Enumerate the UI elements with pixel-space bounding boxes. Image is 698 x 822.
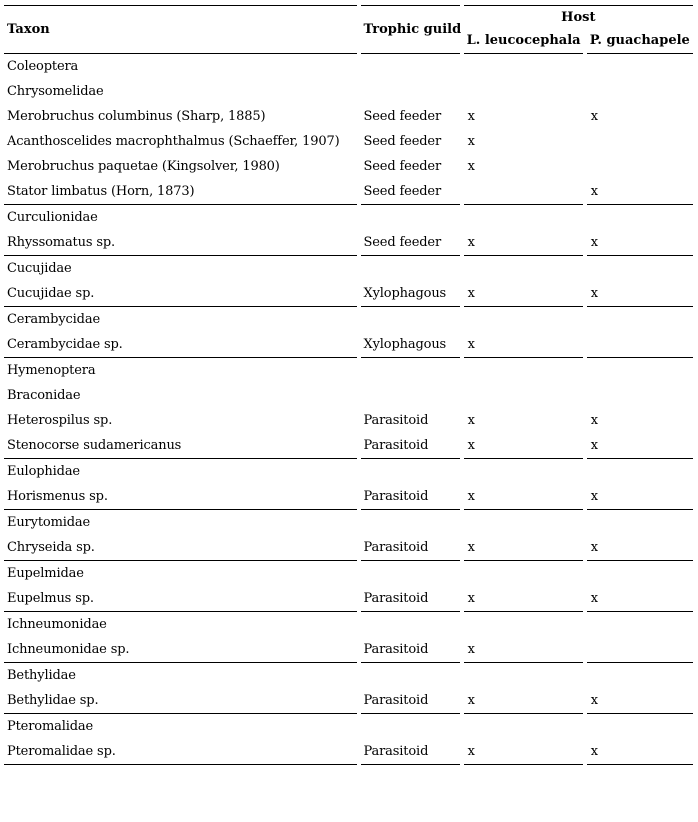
cell-host-leucocephala [464, 612, 583, 637]
cell-taxon: Chryseida sp. [4, 535, 357, 561]
cell-host-leucocephala: x [464, 586, 583, 612]
cell-host-leucocephala: x [467, 108, 475, 124]
cell-host-guachapele [587, 637, 693, 663]
cell-taxon: Pteromalidae [7, 718, 94, 734]
cell-host-guachapele: x [587, 179, 693, 205]
cell-host-leucocephala [464, 358, 583, 383]
cell-taxon: Heterospilus sp. [7, 412, 113, 428]
cell-host-guachapele: x [587, 484, 693, 510]
cell-host-leucocephala [464, 714, 583, 739]
cell-host-guachapele [587, 383, 693, 408]
cell-trophic-guild: Parasitoid [361, 484, 460, 510]
table-row [4, 332, 693, 358]
cell-host-leucocephala [464, 256, 583, 281]
cell-host-guachapele: x [587, 688, 693, 714]
cell-host-guachapele: x [587, 433, 693, 459]
cell-host-leucocephala [464, 459, 583, 484]
table-row [4, 358, 693, 383]
cell-taxon: Hymenoptera [7, 362, 96, 378]
cell-host-guachapele: x [587, 586, 693, 612]
cell-trophic-guild: Seed feeder [363, 108, 442, 124]
cell-host-guachapele [587, 358, 693, 383]
table-row [4, 154, 693, 179]
cell-trophic-guild: Parasitoid [361, 433, 460, 459]
cell-host-leucocephala [464, 205, 583, 230]
table-row [4, 256, 693, 281]
cell-trophic-guild [361, 79, 460, 104]
cell-trophic-guild: Parasitoid [361, 586, 460, 612]
cell-taxon: Eurytomidae [7, 514, 91, 530]
cell-trophic-guild: Seed feeder [363, 133, 442, 149]
table-row [4, 230, 693, 256]
cell-host-leucocephala: x [464, 433, 583, 459]
cell-taxon: Bethylidae sp. [4, 688, 357, 714]
cell-trophic-guild [361, 663, 460, 688]
table-row [4, 383, 693, 408]
cell-host-guachapele [587, 332, 693, 358]
table-row [4, 612, 693, 637]
table-row [4, 408, 693, 433]
cell-taxon: Ichneumonidae [7, 616, 107, 632]
cell-taxon: Braconidae [7, 387, 81, 403]
table-row [4, 510, 693, 535]
cell-taxon: Cucujidae [7, 260, 72, 276]
cell-trophic-guild: Seed feeder [361, 179, 460, 205]
cell-trophic-guild: Parasitoid [361, 739, 460, 765]
table-row [4, 637, 693, 663]
table-row [4, 484, 693, 510]
cell-taxon: Stenocorse sudamericanus [4, 433, 357, 459]
table-row [4, 459, 693, 484]
cell-host-guachapele [587, 54, 693, 79]
cell-taxon: Horismenus sp. [4, 484, 357, 510]
cell-taxon: Coleoptera [7, 58, 79, 74]
table-row [4, 663, 693, 688]
cell-trophic-guild [361, 256, 460, 281]
cell-trophic-guild [361, 561, 460, 586]
cell-host-guachapele [587, 154, 693, 179]
cell-host-guachapele: x [587, 535, 693, 561]
cell-taxon: Eupelmidae [7, 565, 84, 581]
cell-taxon: Curculionidae [7, 209, 98, 225]
cell-trophic-guild: Seed feeder [363, 158, 442, 174]
table-row [4, 688, 693, 714]
cell-host-guachapele [587, 307, 693, 332]
cell-taxon: Cucujidae sp. [4, 281, 357, 307]
cell-taxon: Bethylidae [7, 667, 76, 683]
cell-host-leucocephala: x [464, 688, 583, 714]
table-body [4, 54, 693, 765]
table-row [4, 79, 693, 104]
cell-trophic-guild [361, 714, 460, 739]
cell-trophic-guild [361, 54, 460, 79]
cell-host-guachapele: x [590, 108, 598, 124]
cell-trophic-guild [361, 383, 460, 408]
table-row [4, 281, 693, 307]
cell-host-leucocephala [464, 307, 583, 332]
cell-trophic-guild: Seed feeder [361, 230, 460, 256]
cell-taxon: Pteromalidae sp. [4, 739, 357, 765]
cell-taxon: Stator limbatus (Horn, 1873) [4, 179, 357, 205]
cell-host-leucocephala: x [464, 637, 583, 663]
cell-taxon: Acanthoscelides macrophthalmus (Schaeffer, 1907) [7, 133, 340, 149]
table-row [4, 205, 693, 230]
cell-trophic-guild: Parasitoid [361, 688, 460, 714]
cell-host-leucocephala: x [464, 484, 583, 510]
cell-trophic-guild: Xylophagous [361, 281, 460, 307]
cell-host-leucocephala: x [464, 281, 583, 307]
cell-taxon: Cerambycidae sp. [4, 332, 357, 358]
cell-trophic-guild [361, 612, 460, 637]
cell-host-guachapele [587, 129, 693, 154]
cell-host-leucocephala: x [464, 230, 583, 256]
header-trophic-guild: Trophic guild [361, 5, 460, 54]
cell-host-leucocephala [464, 561, 583, 586]
table-row [4, 739, 693, 765]
cell-host-guachapele [587, 205, 693, 230]
cell-host-guachapele [587, 79, 693, 104]
cell-host-leucocephala: x [467, 412, 475, 428]
cell-trophic-guild: Parasitoid [361, 535, 460, 561]
cell-host-leucocephala: x [467, 158, 475, 174]
table-row [4, 433, 693, 459]
cell-host-guachapele [587, 459, 693, 484]
cell-host-leucocephala [464, 383, 583, 408]
header-host-guachapele: P. guachapele [587, 29, 693, 54]
cell-trophic-guild [361, 510, 460, 535]
cell-host-leucocephala: x [464, 739, 583, 765]
cell-taxon: Merobruchus paquetae (Kingsolver, 1980) [7, 158, 280, 174]
table-row [4, 129, 693, 154]
cell-host-guachapele [587, 510, 693, 535]
header-host: Host [464, 5, 693, 29]
cell-trophic-guild: Xylophagous [361, 332, 460, 358]
cell-trophic-guild [361, 358, 460, 383]
cell-host-guachapele: x [587, 281, 693, 307]
cell-taxon: Eulophidae [7, 463, 80, 479]
cell-host-guachapele [587, 612, 693, 637]
cell-taxon: Cerambycidae [7, 311, 101, 327]
taxa-table [4, 5, 693, 765]
cell-taxon: Merobruchus columbinus (Sharp, 1885) [7, 108, 266, 124]
cell-host-leucocephala [464, 179, 583, 205]
cell-host-guachapele: x [590, 412, 598, 428]
cell-taxon: Ichneumonidae sp. [4, 637, 357, 663]
cell-host-guachapele [587, 561, 693, 586]
table-row [4, 535, 693, 561]
cell-trophic-guild [361, 459, 460, 484]
header-host-leucocephala: L. leucocephala [464, 29, 583, 54]
cell-host-leucocephala [464, 54, 583, 79]
cell-host-guachapele [587, 714, 693, 739]
table-row [4, 54, 693, 79]
cell-host-leucocephala [464, 79, 583, 104]
cell-trophic-guild: Parasitoid [361, 637, 460, 663]
table-row [4, 714, 693, 739]
cell-trophic-guild [361, 307, 460, 332]
header-taxon: Taxon [4, 5, 357, 54]
cell-host-guachapele [587, 256, 693, 281]
cell-host-guachapele: x [587, 230, 693, 256]
cell-host-guachapele [587, 663, 693, 688]
cell-host-leucocephala: x [467, 133, 475, 149]
cell-taxon: Rhyssomatus sp. [4, 230, 357, 256]
cell-host-leucocephala [464, 510, 583, 535]
cell-host-leucocephala [464, 663, 583, 688]
cell-trophic-guild [361, 205, 460, 230]
table-row [4, 104, 693, 129]
cell-taxon: Eupelmus sp. [4, 586, 357, 612]
table-row [4, 307, 693, 332]
cell-host-leucocephala: x [464, 535, 583, 561]
table-row [4, 561, 693, 586]
cell-host-leucocephala: x [464, 332, 583, 358]
table-row [4, 586, 693, 612]
cell-trophic-guild: Parasitoid [363, 412, 429, 428]
table-row [4, 179, 693, 205]
cell-taxon: Chrysomelidae [7, 83, 104, 99]
cell-host-guachapele: x [587, 739, 693, 765]
